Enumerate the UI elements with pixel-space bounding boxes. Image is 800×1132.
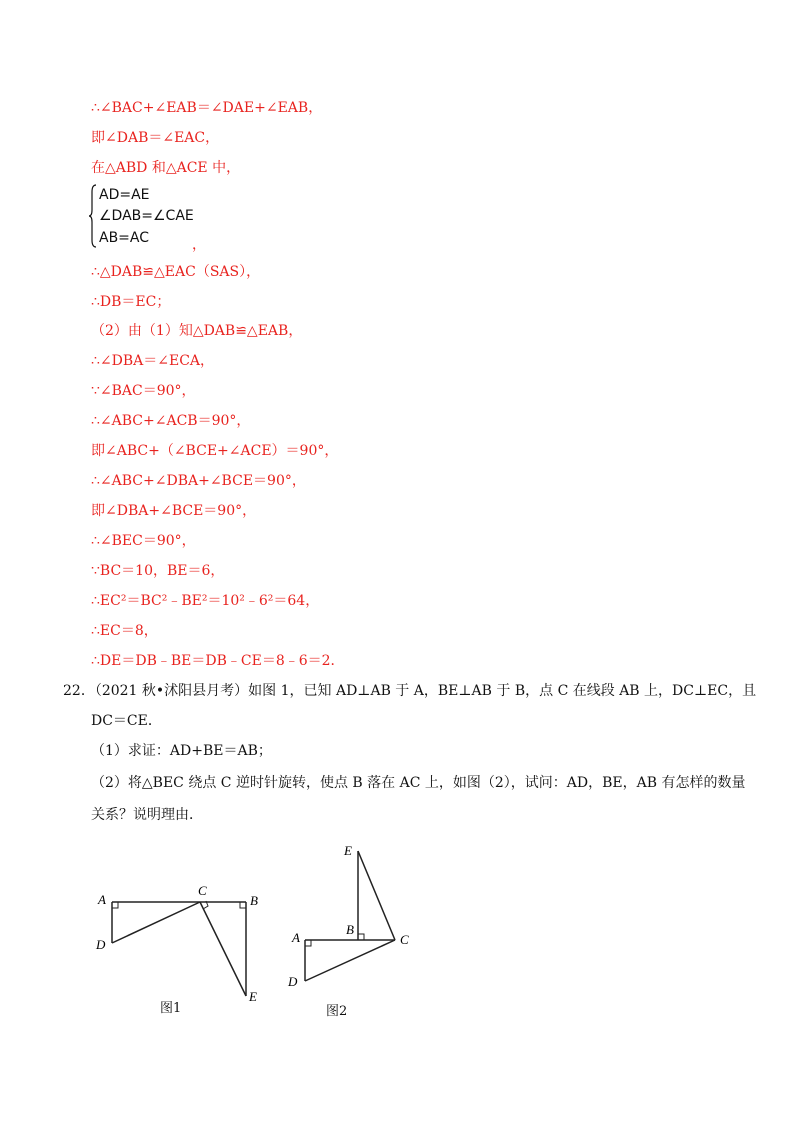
- solution-line: 即∠DBA+∠BCE＝90°，: [91, 503, 257, 519]
- solution-line: ∴DB＝EC；: [91, 294, 171, 310]
- label-b: B: [250, 893, 258, 908]
- label-c: C: [400, 932, 409, 947]
- label-e: E: [249, 989, 257, 1004]
- problem-statement: 22．（2021 秋•沭阳县月考）如图 1，已知 AD⊥AB 于 A，BE⊥AB 于 B，点 C 在线段 AB 上，DC⊥EC，且: [63, 683, 757, 699]
- solution-line: 在△ABD 和△ACE 中，: [91, 160, 241, 176]
- system-row: AD=AE: [99, 187, 150, 203]
- left-brace: [89, 184, 97, 248]
- solution-line: ∴∠ABC+∠DBA+∠BCE＝90°，: [91, 473, 306, 489]
- solution-line: ∵∠BAC＝90°，: [91, 383, 196, 399]
- solution-line: ∴EC²＝BC²﹣BE²＝10²﹣6²＝64，: [91, 593, 320, 609]
- label-d: D: [96, 937, 106, 952]
- solution-line: ∴∠BAC+∠EAB＝∠DAE+∠EAB，: [91, 100, 323, 116]
- solution-line: ∵BC＝10，BE＝6，: [91, 563, 225, 579]
- problem-part-1: （1）求证：AD+BE＝AB；: [91, 743, 272, 759]
- solution-line: ∴∠BEC＝90°，: [91, 533, 196, 549]
- solution-line: （2）由（1）知△DAB≌△EAB，: [91, 323, 303, 339]
- label-c: C: [198, 883, 207, 898]
- figure-2-diagram: [282, 838, 422, 998]
- solution-line: ∴∠DBA＝∠ECA，: [91, 353, 215, 369]
- label-e: E: [344, 843, 352, 858]
- solution-line: ∴EC＝8，: [91, 623, 158, 639]
- problem-statement: DC＝CE．: [91, 713, 162, 729]
- system-row: ∠DAB=∠CAE: [99, 208, 194, 224]
- solution-line: 即∠ABC+（∠BCE+∠ACE）＝90°，: [91, 443, 339, 459]
- label-a: A: [98, 892, 106, 907]
- figure-1-caption: 图1: [160, 1001, 182, 1016]
- label-a: A: [292, 930, 300, 945]
- solution-line: ∴DE＝DB﹣BE＝DB﹣CE＝8﹣6＝2．: [91, 653, 345, 669]
- problem-part-2: （2）将△BEC 绕点 C 逆时针旋转，使点 B 落在 AC 上，如图（2），试问：AD，BE，AB 有怎样的数量: [91, 775, 746, 791]
- solution-line: 即∠DAB＝∠EAC，: [91, 130, 220, 146]
- figure-2: [282, 838, 422, 1018]
- system-row: AB=AC: [99, 230, 150, 246]
- solution-line: ∴∠ABC+∠ACB＝90°，: [91, 413, 251, 429]
- label-b: B: [346, 922, 354, 937]
- figure-1-diagram: [90, 855, 270, 1005]
- figure-2-caption: 图2: [326, 1004, 348, 1019]
- figure-1: [90, 855, 270, 1016]
- problem-part-2: 关系？说明理由．: [91, 807, 203, 823]
- system-comma: ，: [192, 237, 206, 253]
- label-d: D: [288, 974, 298, 989]
- solution-line: ∴△DAB≌△EAC（SAS），: [91, 264, 261, 280]
